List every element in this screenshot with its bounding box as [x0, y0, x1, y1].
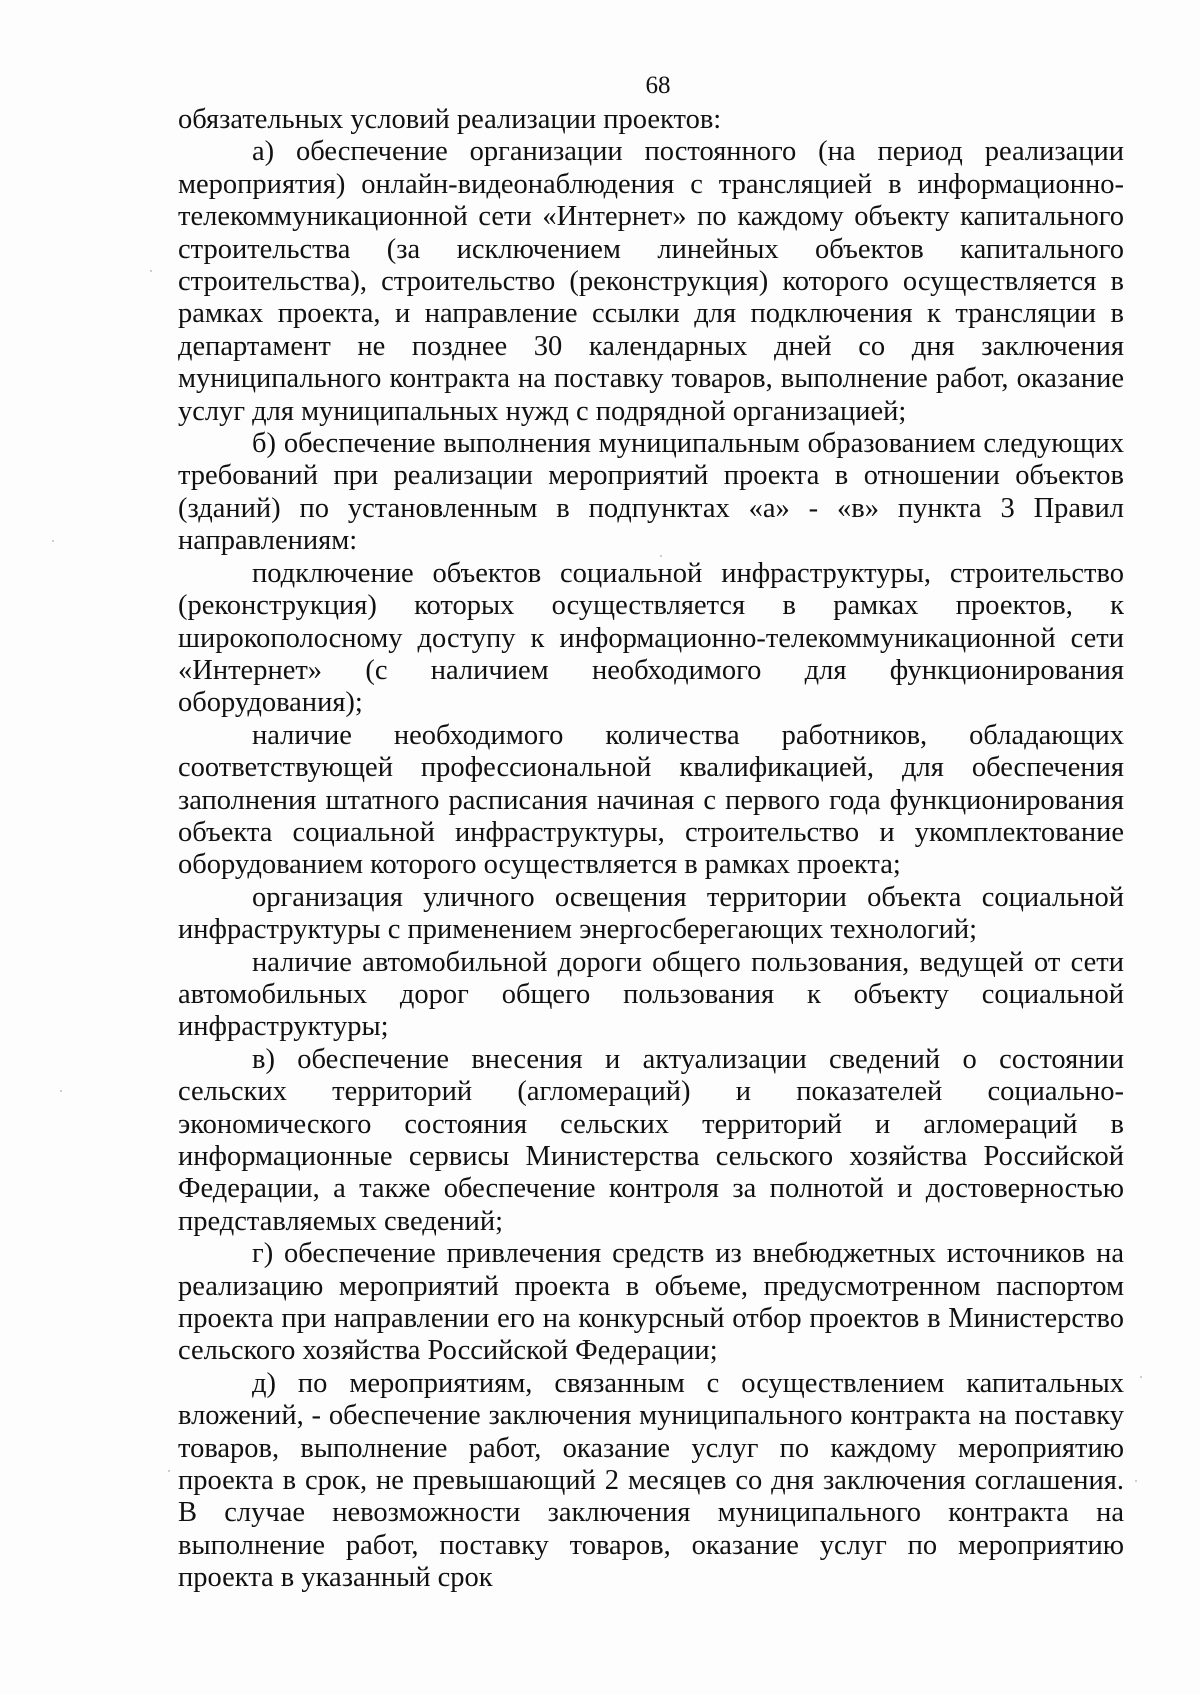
page-number: 68 — [645, 72, 671, 99]
paragraph-item-d: д) по мероприятиям, связанным с осуществлением капитальных вложений, - обеспечение заключения муниципального контракта на поставку товаров, выполнение работ, оказание услуг по каждому мероприятию проекта в срок, не превышающий 2 месяцев со дня заключения соглашения. В случае невозможности заключения муниципального контракта на выполнение работ, поставку товаров, оказание услуг по мероприятию проекта в указанный срок — [178, 1367, 1124, 1594]
scan-speck — [1135, 1480, 1137, 1482]
paragraph-broadband: подключение объектов социальной инфраструктуры, строительство (реконструкция) которых осуществляется в рамках проектов, к широкополосному доступу к информационно-телекоммуникационной сети «Интернет» (с наличием необходимого для функционирования оборудования); — [178, 557, 1124, 719]
scan-speck — [60, 1090, 62, 1092]
scan-speck — [168, 1470, 170, 1472]
paragraph-item-g: г) обеспечение привлечения средств из внебюджетных источников на реализацию мероприятий проекта в объеме, предусмотренном паспортом проекта при направлении его на конкурсный отбор проектов в Министерство сельского хозяйства Российской Федерации; — [178, 1238, 1124, 1367]
paragraph-item-b: б) обеспечение выполнения муниципальным образованием следующих требований при реализации мероприятий проекта в отношении объектов (зданий) по установленным в подпунктах «а» - «в» пункта 3 Правил направлениям: — [178, 428, 1124, 557]
document-body — [178, 104, 1124, 1595]
paragraph-staff: наличие необходимого количества работников, обладающих соответствующей профессиональной квалификацией, для обеспечения заполнения штатного расписания начиная с первого года функционирования объекта социальной инфраструктуры, строительство и укомплектование оборудованием которого осуществляется в рамках проекта; — [178, 719, 1124, 881]
scan-speck — [1140, 1376, 1142, 1378]
scan-speck — [52, 540, 54, 542]
paragraph-continuation: обязательных условий реализации проектов: — [178, 104, 722, 135]
paragraph-lighting: организация уличного освещения территории объекта социальной инфраструктуры с применением энергосберегающих технологий; — [178, 881, 1124, 946]
paragraph-item-v: в) обеспечение внесения и актуализации сведений о состоянии сельских территорий (агломераций) и показателей социально-экономического состояния сельских территорий и агломераций в информационные сервисы Министерства сельского хозяйства Российской Федерации, а также обеспечение контроля за полнотой и достоверностью представляемых сведений; — [178, 1043, 1124, 1237]
paragraph-item-a: а) обеспечение организации постоянного (на период реализации мероприятия) онлайн-видеонаблюдения с трансляцией в информационно-телекоммуникационной сети «Интернет» по каждому объекту капитального строительства (за исключением линейных объектов капитального строительства), строительство (реконструкция) которого осуществляется в рамках проекта, и направление ссылки для подключения к трансляции в департамент не позднее 30 календарных дней со дня заключения муниципального контракта на поставку товаров, выполнение работ, оказание услуг для муниципальных нужд с подрядной организацией; — [178, 136, 1124, 427]
scan-speck — [150, 270, 152, 272]
paragraph-road: наличие автомобильной дороги общего пользования, ведущей от сети автомобильных дорог общего пользования к объекту социальной инфраструктуры; — [178, 946, 1124, 1043]
scan-speck — [660, 555, 662, 557]
